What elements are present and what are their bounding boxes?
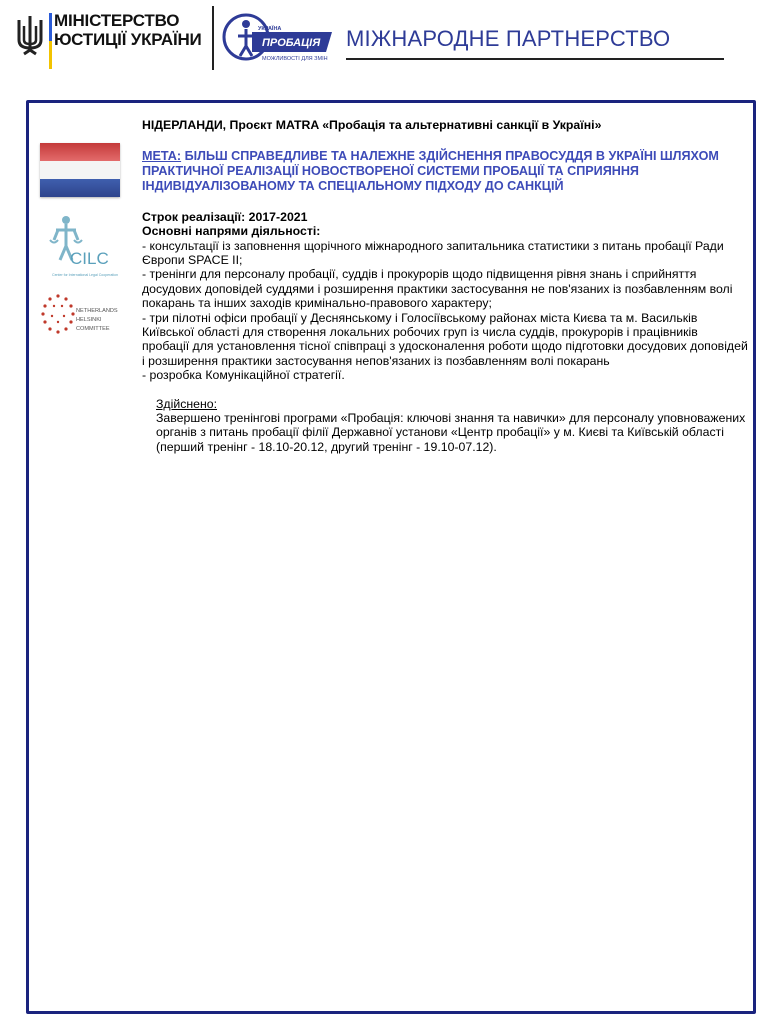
project-goal	[142, 149, 748, 193]
directions-title: Основні напрями діяльності:	[142, 224, 321, 239]
nhc-line-2: HELSINKI	[76, 317, 102, 323]
direction-item: - тренінги для персоналу пробації, суддів і прокурорів щодо підвищення рівня знань і сприйняття досудових доповідей суддями і розширення практики застосування не пов'язаних із позбавленням волі покарань та інших заходів кримінально-правового характеру;	[142, 267, 733, 311]
direction-item: - консультації із заповнення щорічного міжнародного запитальника статистики з питань пробації Ради Європи SPACE II;	[142, 238, 724, 268]
ukraine-flag-bar	[49, 13, 52, 69]
nhc-line-3: COMMITTEE	[76, 326, 110, 332]
trident-emblem-icon	[16, 14, 44, 56]
project-term: Строк реалізації: 2017-2021	[142, 209, 308, 224]
section-title-underline	[346, 58, 724, 60]
probation-logo	[222, 10, 334, 64]
probation-logo-line-1: УКРАЇНА	[258, 26, 282, 32]
ministry-name	[54, 11, 202, 49]
direction-item: - три пілотні офіси пробації у Деснянському і Голосіївському районах міста Києва та м. Васильків Київської області для створення локальних робочих груп із числа суддів, прокурорів і працівників пробації для установлення тісної співпраці з удосконалення роботи щодо підготовки досудових доповідей і розширення практики застосування непов'язаних із позбавленням волі покарань	[142, 310, 748, 368]
done-text: Завершено тренінгові програми «Пробація: ключові знання та навички» для персоналу уповноважених органів з питань пробації філії Державної установи «Центр пробації» у м. Києві та Київській області (перший тренінг - 18.10-20.12, другий тренінг - 19.10-07.12).	[156, 411, 746, 454]
project-content	[142, 118, 748, 454]
ministry-line-2: ЮСТИЦІЇ УКРАЇНИ	[54, 30, 202, 49]
nhc-line-1: NETHERLANDS	[76, 308, 118, 314]
cilc-logo	[44, 212, 122, 284]
nhc-logo	[38, 292, 122, 352]
probation-logo-line-2: ПРОБАЦІЯ	[262, 37, 321, 49]
cilc-subtitle: Center for International Legal Cooperation	[52, 273, 118, 277]
probation-logo-line-3: МОЖЛИВОСТІ ДЛЯ ЗМІН	[262, 56, 328, 62]
page-header	[0, 0, 768, 80]
goal-text: БІЛЬШ СПРАВЕДЛИВЕ ТА НАЛЕЖНЕ ЗДІЙСНЕННЯ ПРАВОСУДДЯ В УКРАЇНІ ШЛЯХОМ ПРАКТИЧНОЇ РЕАЛІЗАЦІЇ НОВОСТВОРЕНОЇ СИСТЕМИ ПРОБАЦІЇ ТА СПРИЯННЯ ІНДИВІДУАЛІЗОВАНОМУ ТА СПЕЦІАЛЬНОМУ ПІДХОДУ ДО САНКЦІЙ	[142, 149, 719, 193]
goal-label: МЕТА:	[142, 149, 182, 164]
project-title: НІДЕРЛАНДИ, Проєкт MATRA «Пробація та альтернативні санкції в Україні»	[142, 118, 602, 132]
done-label: Здійснено:	[156, 396, 218, 411]
done-section	[156, 397, 748, 455]
section-title: МІЖНАРОДНЕ ПАРТНЕРСТВО	[346, 26, 671, 51]
ministry-line-1: МІНІСТЕРСТВО	[54, 11, 180, 30]
direction-item: - розробка Комунікаційної стратегії.	[142, 368, 345, 383]
header-divider	[212, 6, 214, 70]
netherlands-flag-icon	[40, 143, 120, 197]
cilc-name: CILC	[70, 249, 109, 268]
